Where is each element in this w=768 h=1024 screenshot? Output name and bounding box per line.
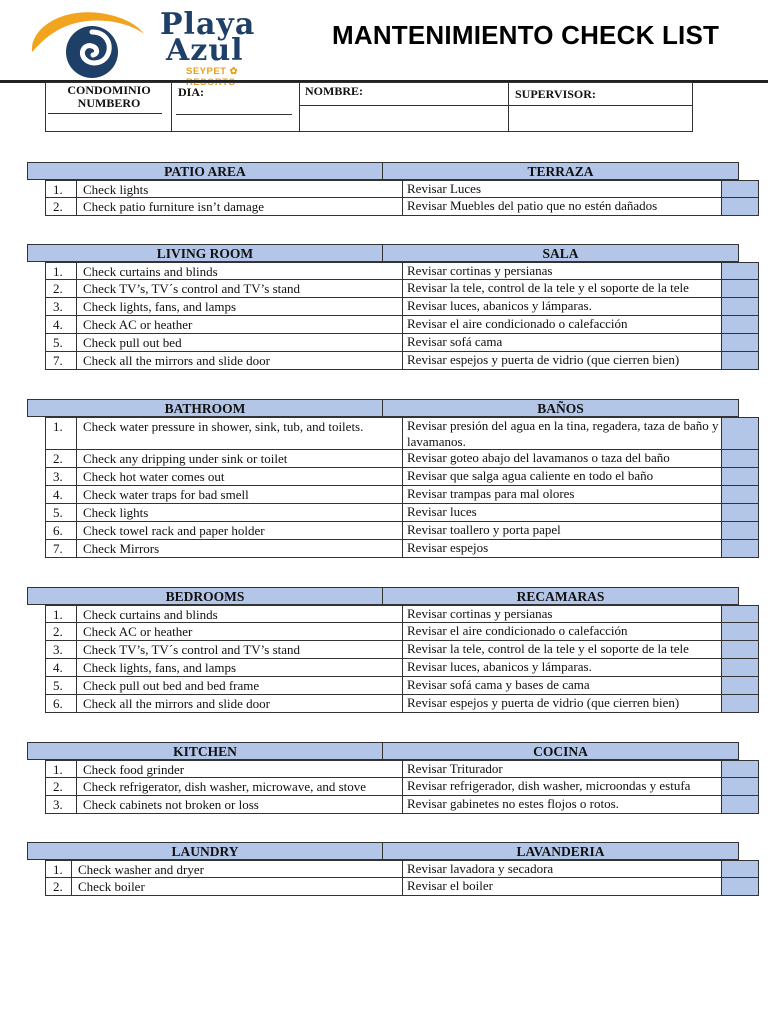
item-number: 1. [46,860,72,878]
item-number: 2. [46,280,77,298]
brand-name-line2: Azul [166,33,244,68]
item-checkbox[interactable] [722,641,759,659]
item-text-es: Revisar presión del agua en la tina, regadera, taza de baño y lavamanos. [403,417,722,450]
checklist-row [45,623,758,641]
section-header [27,587,739,605]
item-text-es: Revisar Luces [403,180,722,198]
item-text-es: Revisar toallero y porta papel [403,522,722,540]
item-text-es: Revisar refrigerador, dish washer, microondas y estufa [403,778,722,796]
section-title-en: BEDROOMS [28,588,383,604]
item-number: 7. [46,540,77,558]
item-text-en: Check washer and dryer [72,860,403,878]
item-text-es: Revisar el aire condicionado o calefacción [403,623,722,641]
checklist-row [45,450,758,468]
item-number: 2. [46,450,77,468]
item-text-en: Check hot water comes out [77,468,403,486]
brand-tagline: SEYPET ✿ [186,66,239,77]
checklist-row [45,695,758,713]
item-text-es: Revisar sofá cama [403,334,722,352]
item-text-en: Check water traps for bad smell [77,486,403,504]
item-number: 7. [46,352,77,370]
item-number: 4. [46,316,77,334]
item-checkbox[interactable] [722,695,759,713]
condominio-underline [48,113,162,114]
condominio-label-line2: NUMBERO [77,96,141,110]
checklist-row [45,677,758,695]
item-text-en: Check Mirrors [77,540,403,558]
section-title-es: COCINA [533,744,588,759]
item-text-en: Check towel rack and paper holder [77,522,403,540]
item-text-en: Check food grinder [77,760,403,778]
item-text-es: Revisar espejos y puerta de vidrio (que cierren bien) [403,695,722,713]
dia-label: DIA: [178,85,204,99]
supervisor-cell [509,83,692,131]
checklist-row [45,468,758,486]
section-title-es: SALA [542,246,579,261]
item-checkbox[interactable] [722,778,759,796]
item-checkbox[interactable] [722,198,759,216]
item-text-en: Check lights [77,180,403,198]
item-number: 3. [46,298,77,316]
item-number: 1. [46,262,77,280]
info-header-table [45,82,693,132]
item-text-en: Check pull out bed [77,334,403,352]
item-text-en: Check boiler [72,878,403,896]
item-checkbox[interactable] [722,486,759,504]
item-checkbox[interactable] [722,316,759,334]
checklist-row [45,760,758,778]
checklist-row [45,198,758,216]
item-text-es: Revisar goteo abajo del lavamanos o taza del baño [403,450,722,468]
document-title: MANTENIMIENTO CHECK LIST [332,20,720,50]
swirl-logo-icon [26,8,156,80]
item-text-en: Check pull out bed and bed frame [77,677,403,695]
condominio-label-line1: CONDOMINIO [67,83,151,97]
section-title-en: LAUNDRY [28,843,383,859]
item-number: 6. [46,522,77,540]
item-text-en: Check patio furniture isn’t damage [77,198,403,216]
item-text-en: Check curtains and blinds [77,605,403,623]
checklist-row [45,778,758,796]
item-checkbox[interactable] [722,860,759,878]
nombre-cell [300,83,509,131]
checklist-row [45,180,758,198]
item-text-en: Check lights, fans, and lamps [77,298,403,316]
section-header [27,244,739,262]
section-title-en: BATHROOM [28,400,383,416]
section-header [27,162,739,180]
item-text-es: Revisar lavadora y secadora [403,860,722,878]
checklist-row [45,262,758,280]
item-number: 4. [46,486,77,504]
checklist-row [45,504,758,522]
checklist-row [45,486,758,504]
item-number: 1. [46,605,77,623]
supervisor-divider [509,105,692,106]
supervisor-label: SUPERVISOR: [515,87,596,101]
section-title-en: KITCHEN [28,743,383,759]
item-text-en: Check water pressure in shower, sink, tub, and toilets. [77,417,403,450]
item-checkbox[interactable] [722,352,759,370]
item-number: 5. [46,334,77,352]
item-text-es: Revisar luces, abanicos y lámparas. [403,298,722,316]
item-number: 2. [46,878,72,896]
item-text-es: Revisar el aire condicionado o calefacción [403,316,722,334]
checklist-row [45,659,758,677]
item-checkbox[interactable] [722,659,759,677]
section-title-es: TERRAZA [527,164,594,179]
dia-cell [172,83,300,131]
dia-underline [176,114,292,115]
item-number: 3. [46,796,77,814]
item-number: 3. [46,468,77,486]
item-text-en: Check cabinets not broken or loss [77,796,403,814]
item-text-en: Check any dripping under sink or toilet [77,450,403,468]
item-text-en: Check refrigerator, dish washer, microwave, and stove [77,778,403,796]
checklist-row [45,641,758,659]
checklist-row [45,298,758,316]
item-number: 2. [46,623,77,641]
item-text-es: Revisar Muebles del patio que no estén dañados [403,198,722,216]
item-number: 1. [46,760,77,778]
item-checkbox[interactable] [722,262,759,280]
item-checkbox[interactable] [722,280,759,298]
checklist-row [45,878,758,896]
item-checkbox[interactable] [722,417,759,450]
item-text-es: Revisar cortinas y persianas [403,605,722,623]
item-text-es: Revisar gabinetes no estes flojos o rotos. [403,796,722,814]
checklist-row [45,316,758,334]
item-number: 6. [46,695,77,713]
section-title-es: BAÑOS [537,401,584,416]
item-number: 5. [46,677,77,695]
item-checkbox[interactable] [722,878,759,896]
condominio-cell [46,83,172,131]
item-number: 2. [46,198,77,216]
item-text-es: Revisar el boiler [403,878,722,896]
item-text-es: Revisar luces [403,504,722,522]
item-checkbox[interactable] [722,623,759,641]
item-checkbox[interactable] [722,180,759,198]
playa-azul-logo [26,8,286,80]
nombre-label: NOMBRE: [305,84,363,98]
item-text-es: Revisar cortinas y persianas [403,262,722,280]
item-number: 1. [46,180,77,198]
checklist-row [45,352,758,370]
item-checkbox[interactable] [722,468,759,486]
item-number: 2. [46,778,77,796]
item-text-en: Check TV’s, TV´s control and TV’s stand [77,641,403,659]
item-text-en: Check all the mirrors and slide door [77,695,403,713]
item-text-es: Revisar la tele, control de la tele y el soporte de la tele [403,641,722,659]
checklist-row [45,417,758,450]
item-text-es: Revisar que salga agua caliente en todo el baño [403,468,722,486]
item-text-es: Revisar sofá cama y bases de cama [403,677,722,695]
section-title-en: PATIO AREA [28,163,383,179]
checklist-row [45,540,758,558]
item-checkbox[interactable] [722,298,759,316]
checklist-row [45,796,758,814]
item-checkbox[interactable] [722,760,759,778]
item-text-es: Revisar la tele, control de la tele y el soporte de la tele [403,280,722,298]
item-number: 4. [46,659,77,677]
item-number: 3. [46,641,77,659]
nombre-divider [300,105,509,106]
section-title-es: LAVANDERIA [516,844,605,859]
item-checkbox[interactable] [722,540,759,558]
item-text-es: Revisar espejos y puerta de vidrio (que cierren bien) [403,352,722,370]
item-text-en: Check all the mirrors and slide door [77,352,403,370]
section-header [27,842,739,860]
checklist-row [45,860,758,878]
section-header [27,399,739,417]
section-header [27,742,739,760]
item-checkbox[interactable] [722,677,759,695]
item-text-es: Revisar luces, abanicos y lámparas. [403,659,722,677]
item-text-en: Check lights [77,504,403,522]
item-text-en: Check lights, fans, and lamps [77,659,403,677]
item-number: 1. [46,417,77,450]
checklist-row [45,334,758,352]
item-checkbox[interactable] [722,450,759,468]
item-text-es: Revisar Triturador [403,760,722,778]
item-text-en: Check curtains and blinds [77,262,403,280]
checklist-row [45,280,758,298]
section-title-en: LIVING ROOM [28,245,383,261]
section-title-es: RECAMARAS [516,589,605,604]
checklist-row [45,522,758,540]
item-text-es: Revisar espejos [403,540,722,558]
item-text-es: Revisar trampas para mal olores [403,486,722,504]
item-checkbox[interactable] [722,522,759,540]
item-text-en: Check TV’s, TV´s control and TV’s stand [77,280,403,298]
item-number: 5. [46,504,77,522]
brand-name-line1: Playa [160,7,256,42]
item-text-en: Check AC or heather [77,623,403,641]
condominio-label [46,84,172,110]
checklist-row [45,605,758,623]
item-checkbox[interactable] [722,605,759,623]
item-checkbox[interactable] [722,796,759,814]
item-checkbox[interactable] [722,504,759,522]
item-text-en: Check AC or heather [77,316,403,334]
item-checkbox[interactable] [722,334,759,352]
